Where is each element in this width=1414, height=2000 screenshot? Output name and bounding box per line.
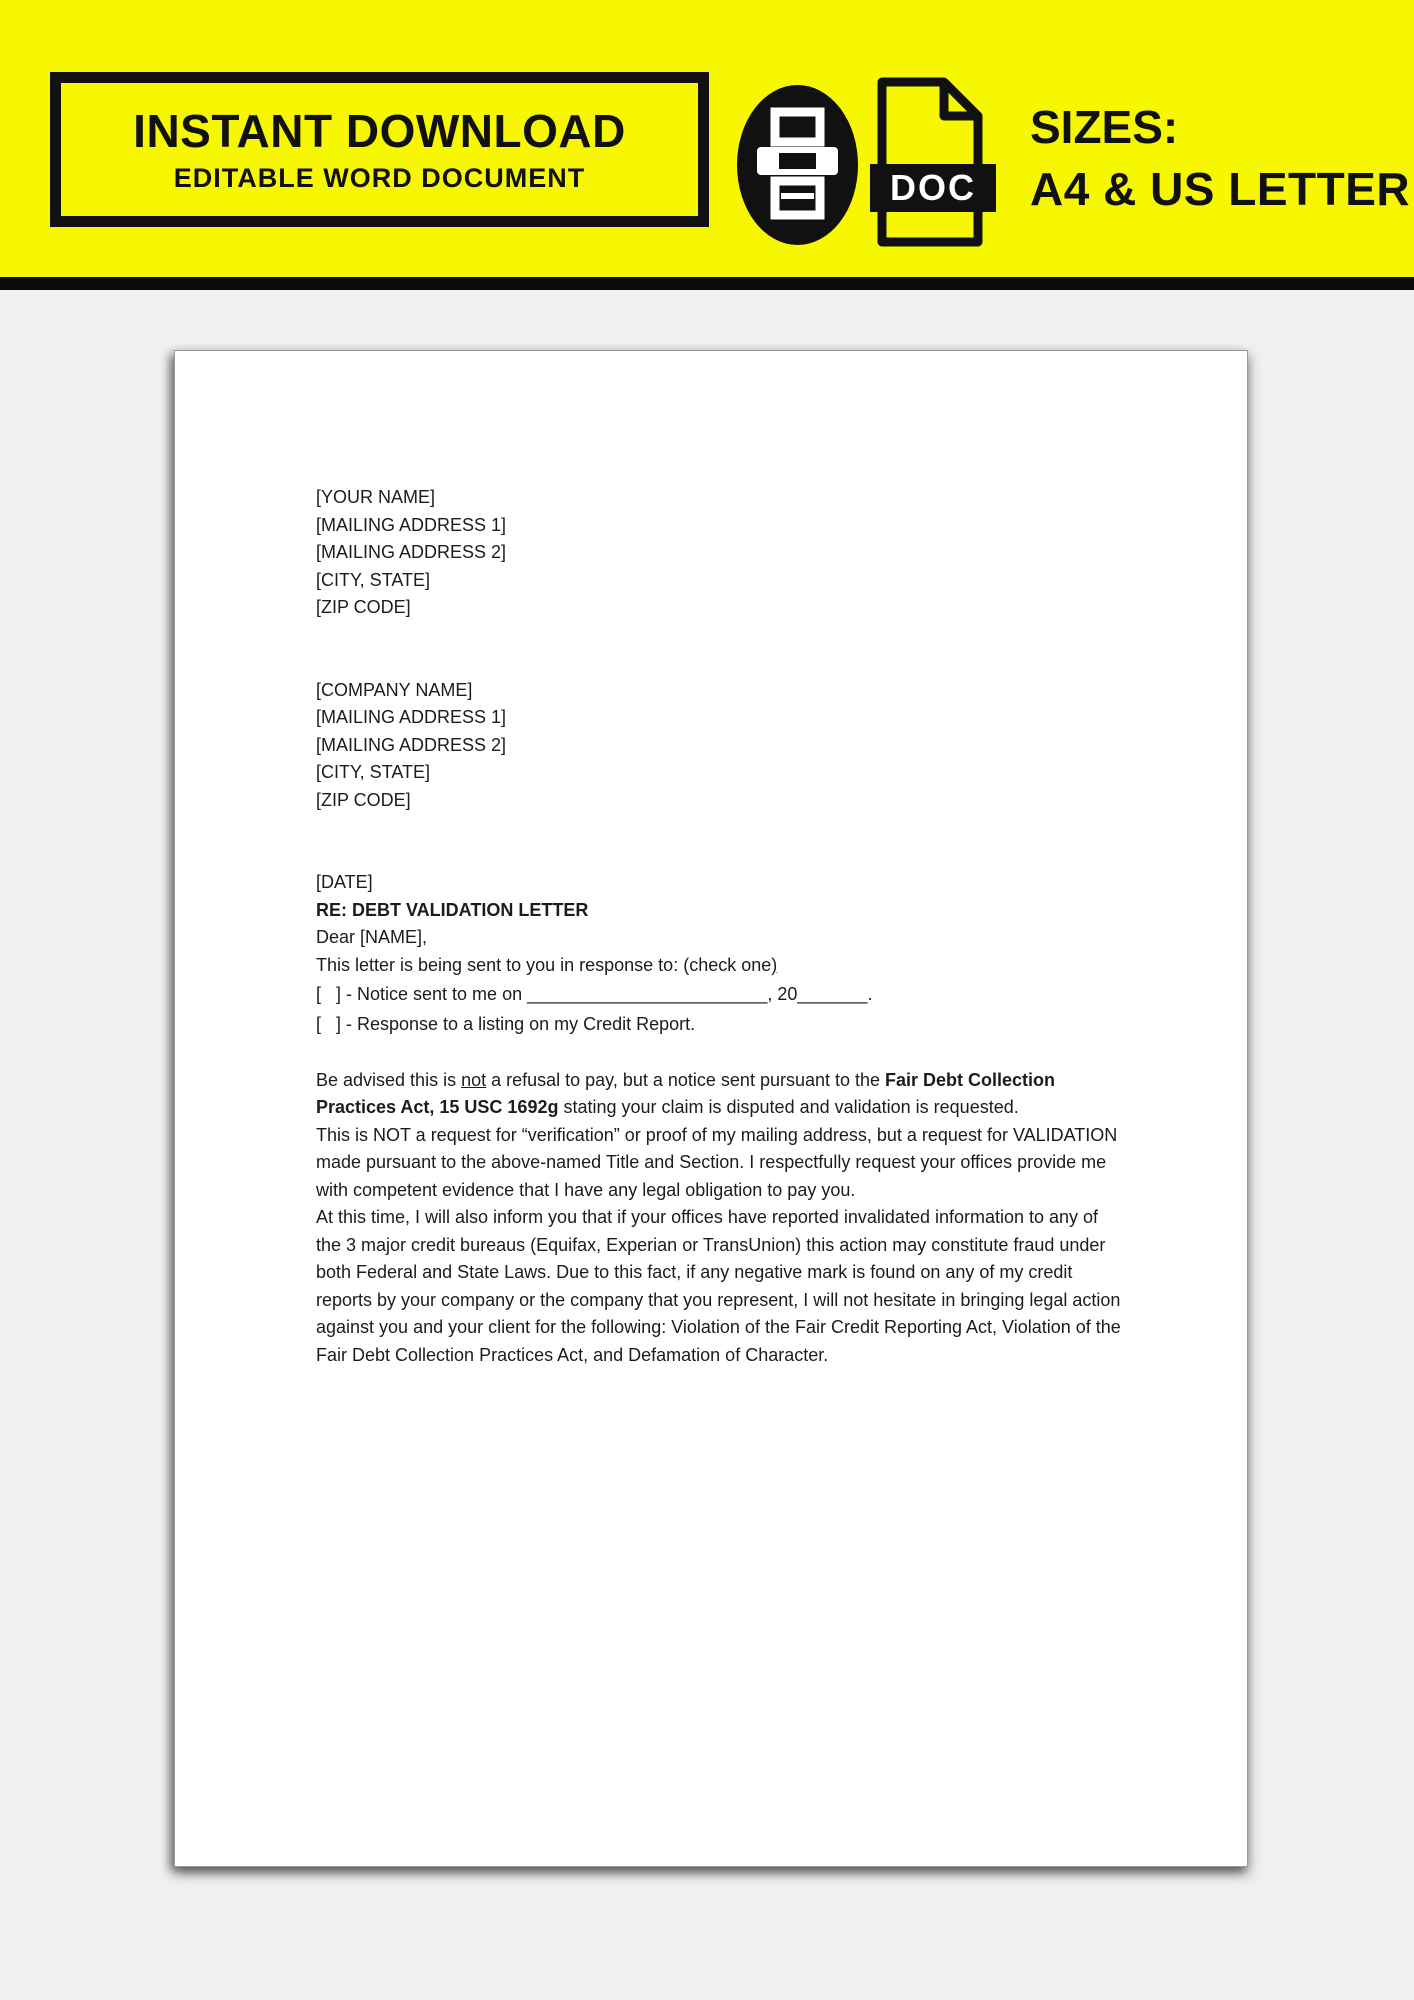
recipient-zip-line: [ZIP CODE] (316, 789, 411, 810)
checkbox-option-response: [ ] - Response to a listing on my Credit Report. (316, 1014, 696, 1034)
p1-text-b: a refusal to pay, but a notice sent pursuant to the (486, 1069, 886, 1090)
p1-underlined-not: not (461, 1069, 487, 1090)
doc-file-icon (868, 76, 998, 248)
sender-name-line: [YOUR NAME] (316, 487, 436, 507)
checkbox-option-notice: [ ] - Notice sent to me on ________________________, 20_______. (316, 984, 873, 1004)
p1-bold-act-citation: Fair Debt Collection Practices Act, 15 USC 1692g (316, 1069, 1061, 1117)
recipient-company-line: [COMPANY NAME] (316, 679, 473, 700)
letter-content (316, 484, 1126, 1369)
sender-zip-line: [ZIP CODE] (316, 597, 411, 617)
p1-text-c: stating your claim is disputed and validation is requested. (558, 1097, 1019, 1117)
subject-line: RE: DEBT VALIDATION LETTER (316, 899, 589, 920)
intro-paren: ) (771, 954, 778, 975)
recipient-address-block (316, 677, 1121, 815)
p1-text-a: Be advised this is (316, 1069, 462, 1090)
banner-title: INSTANT DOWNLOAD (133, 104, 626, 157)
printer-icon (737, 85, 858, 245)
sizes-label: SIZES: (1030, 101, 1179, 153)
letter-page (174, 350, 1248, 1867)
promo-banner (0, 0, 1414, 277)
banner-subtitle: EDITABLE WORD DOCUMENT (173, 162, 586, 193)
recipient-address2-line: [MAILING ADDRESS 2] (316, 734, 507, 755)
sender-city-state-line: [CITY, STATE] (316, 569, 431, 590)
paragraph-not-request: This is NOT a request for “verification” or proof of my mailing address, but a request for VALIDATION made pursuant to the above-named Title and Section. I respectfully request your offices provide me with competent evidence that I have any legal obligation to pay you. (316, 1124, 1123, 1200)
checkbox-options (316, 979, 1121, 1039)
divider-strip (0, 277, 1414, 290)
doc-icon-label: DOC (890, 167, 976, 208)
sizes-value: A4 & US LETTER (1030, 163, 1411, 215)
intro-line (316, 952, 1121, 980)
recipient-address1-line: [MAILING ADDRESS 1] (316, 707, 507, 727)
recipient-city-state-line: [CITY, STATE] (316, 762, 431, 782)
intro-text: This letter is being sent to you in response to: (check one (316, 954, 772, 975)
instant-download-box (50, 72, 709, 227)
paragraph-at-this-time: At this time, I will also inform you that if your offices have reported invalidated information to any of the 3 major credit bureaus (Equifax, Experian or TransUnion) this action may constitute fraud under both Federal and State Laws. Due to this fact, if any negative mark is found on any of my credit reports by your company or the company that you represent, I will not hesitate in bringing legal action against you and your client for the following: Violation of the Fair Credit Reporting Act, Violation of the Fair Debt Collection Practices Act, and Defamation of Character. (316, 1207, 1126, 1365)
sender-address-block (316, 484, 1121, 622)
paragraph-be-advised (316, 1067, 1121, 1122)
sizes-block (1030, 101, 1411, 215)
date-line: [DATE] (316, 872, 373, 892)
sender-address1-line: [MAILING ADDRESS 1] (316, 514, 507, 535)
salutation: Dear [NAME], (316, 927, 428, 947)
sender-address2-line: [MAILING ADDRESS 2] (316, 542, 507, 562)
